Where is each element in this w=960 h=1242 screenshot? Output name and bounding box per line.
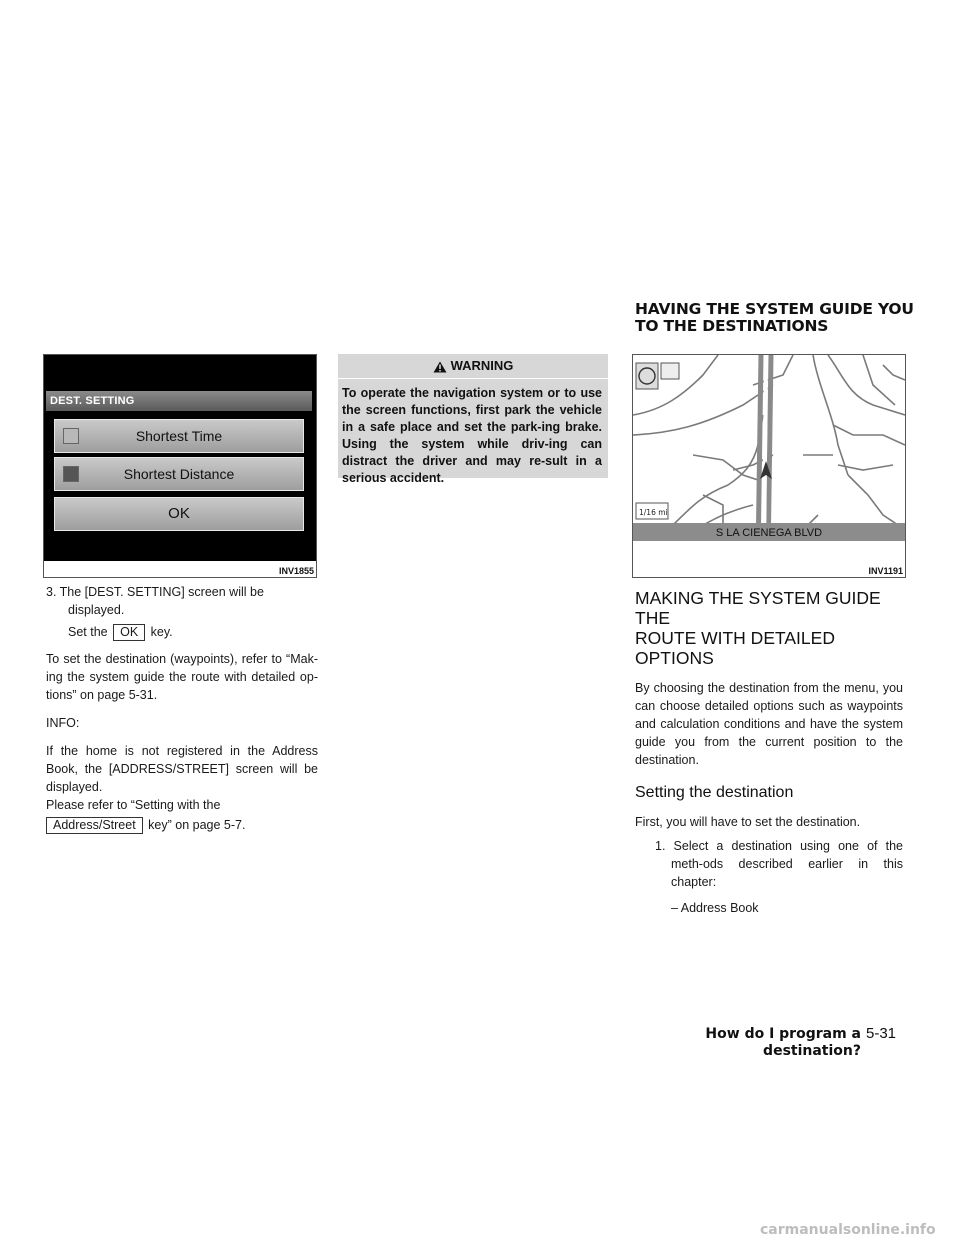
para-choosing: By choosing the destination from the menu, you can choose detailed options such as waypoints and calculation conditions and have the system guide you from the current position to the destination. bbox=[635, 681, 903, 767]
figure-caption: INV1855 bbox=[278, 566, 314, 576]
shortest-distance-label: Shortest Distance bbox=[123, 466, 235, 482]
page-number: 5-31 bbox=[866, 1025, 897, 1042]
map-screen bbox=[633, 355, 905, 561]
right-column bbox=[635, 588, 903, 917]
warning-heading bbox=[338, 354, 608, 379]
checkbox-icon bbox=[63, 466, 79, 482]
para-home: If the home is not registered in the Address Book, the [ADDRESS/STREET] screen will be displayed. bbox=[46, 744, 318, 794]
dest-setting-figure bbox=[43, 354, 317, 578]
list-item-1: 1. Select a destination using one of the meth-ods described earlier in this chapter: bbox=[655, 839, 903, 889]
section-heading bbox=[635, 588, 903, 668]
warning-box bbox=[338, 354, 608, 485]
section-header-line1: HAVING THE SYSTEM GUIDE YOU bbox=[635, 300, 914, 318]
list-item-1a: – Address Book bbox=[671, 901, 759, 915]
set-post: key. bbox=[150, 625, 173, 639]
warning-body: To operate the navigation system or to use the screen functions, first park the vehicle in a safe place and set the park-ing brake. Using the system while driv-ing can distract the driver and may re-sult in a serious accident. bbox=[342, 386, 602, 485]
refer-text: Please refer to “Setting with the bbox=[46, 798, 221, 812]
step3-line1: 3. The [DEST. SETTING] screen will be bbox=[46, 585, 264, 599]
refer-post: key” on page 5-7. bbox=[148, 818, 246, 832]
shortest-time-label: Shortest Time bbox=[135, 428, 223, 444]
section-header-line2: TO THE DESTINATIONS bbox=[635, 317, 829, 335]
para-refer-key bbox=[46, 816, 318, 834]
info-label: INFO: bbox=[46, 716, 80, 730]
nav-screen bbox=[44, 355, 316, 561]
map-street-name: S LA CIENEGA BLVD bbox=[715, 527, 823, 539]
section-heading-line2: ROUTE WITH DETAILED OPTIONS bbox=[635, 628, 835, 668]
shortest-distance-option[interactable] bbox=[54, 457, 304, 491]
ok-button[interactable]: OK bbox=[54, 497, 304, 531]
warning-heading-text: WARNING bbox=[450, 358, 514, 373]
step3-line2: displayed. bbox=[68, 603, 125, 617]
set-key-line bbox=[46, 623, 318, 641]
screen-title: DEST. SETTING bbox=[46, 391, 312, 411]
ok-key: OK bbox=[113, 624, 145, 641]
set-pre: Set the bbox=[68, 625, 108, 639]
subheading: Setting the destination bbox=[635, 784, 794, 801]
watermark: carmanualsonline.info bbox=[760, 1222, 936, 1238]
address-street-key: Address/Street bbox=[46, 817, 143, 834]
map-figure bbox=[632, 354, 906, 578]
step-3 bbox=[46, 583, 318, 619]
map-scale: 1/16 mi bbox=[639, 508, 668, 517]
checkbox-icon bbox=[63, 428, 79, 444]
shortest-time-option[interactable] bbox=[54, 419, 304, 453]
warning-icon bbox=[433, 361, 447, 373]
para-first: First, you will have to set the destination. bbox=[635, 815, 861, 829]
left-column bbox=[46, 583, 318, 834]
para-refer bbox=[46, 796, 318, 814]
figure-caption: INV1191 bbox=[868, 566, 903, 576]
footer-title: How do I program a destination? bbox=[705, 1026, 861, 1059]
section-heading-line1: MAKING THE SYSTEM GUIDE THE bbox=[635, 588, 881, 628]
section-header bbox=[635, 301, 935, 335]
para-waypoints: To set the destination (waypoints), refer to “Mak-ing the system guide the route with detailed op-tions” on page 5-31. bbox=[46, 652, 318, 702]
